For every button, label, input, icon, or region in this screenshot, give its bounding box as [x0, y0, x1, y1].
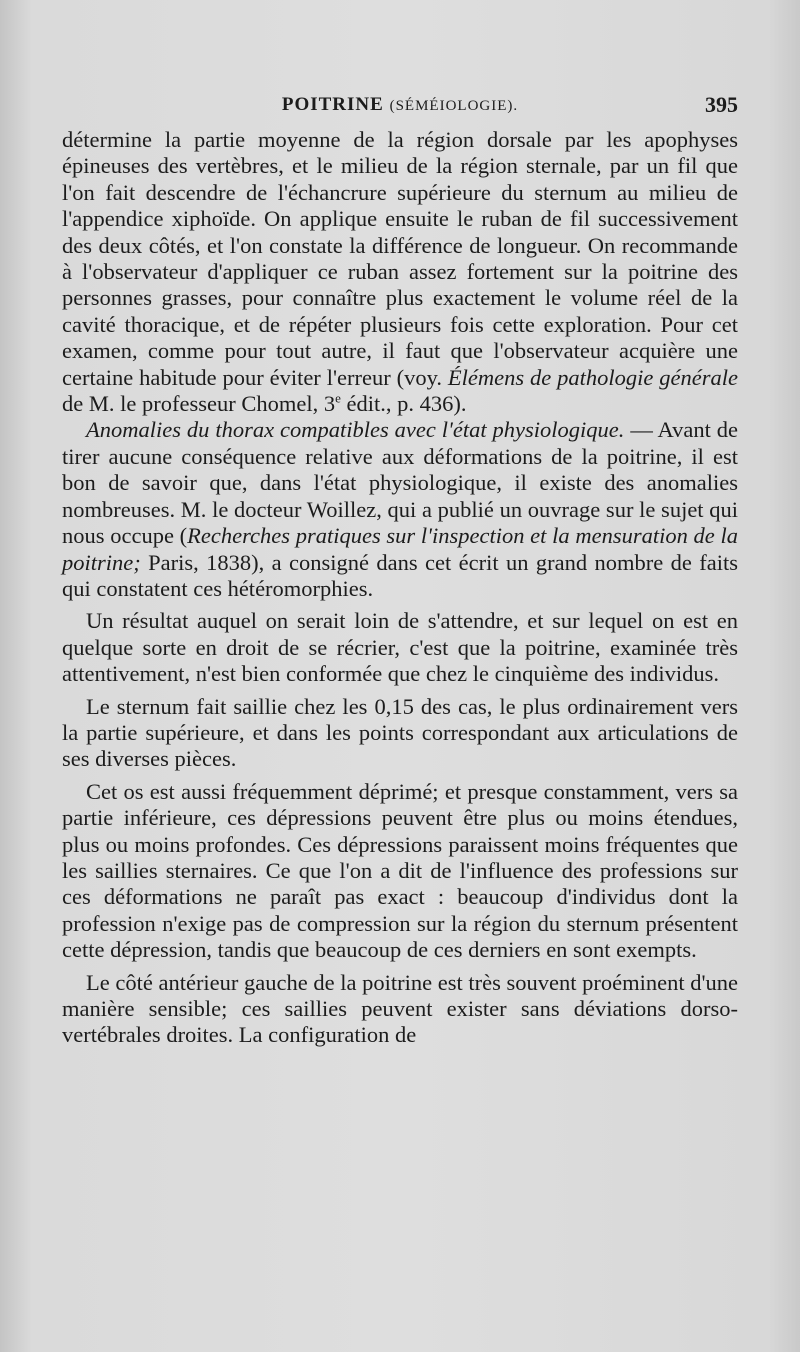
paragraph-6: Le côté antérieur gauche de la poitrine est très souvent proéminent d'une manière sensible; ces saillies peuvent exister sans déviations dorso-vertébrales droites. La configuration de — [62, 969, 738, 1048]
cited-title: Recherches pratiques sur l'inspection et la mensuration de la poitrine; — [62, 523, 738, 575]
paragraph-2: Anomalies du thorax compatibles avec l'état physiologique. — Avant de tirer aucune conséquence relative aux déformations de la poitrine, il est bon de savoir que, dans l'état physiologique, il existe des anomalies nombreuses. M. le docteur Woillez, qui a publié un ouvrage sur le sujet qui nous occupe (Recherches pratiques sur l'inspection et la mensuration de la poitrine; Paris, 1838), a consigné dans cet écrit un grand nombre de faits qui constatent ces hétéromorphies. — [62, 417, 738, 601]
running-head-main: POITRINE — [281, 94, 384, 115]
paragraph-1: détermine la partie moyenne de la région dorsale par les apophyses épineuses des vertèbres, et le milieu de la région sternale, par un fil que l'on fait descendre de l'échancrure supérieure du sternum au milieu de l'appendice xiphoïde. On applique ensuite le ruban de fil successivement des deux côtés, et l'on constate la différence de longueur. On recommande à l'observateur d'appliquer ce ruban assez fortement sur la poitrine des personnes grasses, pour connaître plus exactement le volume réel de la cavité thoracique, et de répéter plusieurs fois cette exploration. Pour cet examen, comme pour tout autre, il faut que l'observateur acquière une certaine habitude pour éviter l'erreur (voy. Élémens de pathologie générale de M. le professeur Chomel, 3e édit., p. 436). — [62, 127, 739, 417]
paragraph-4: Le sternum fait saillie chez les 0,15 des cas, le plus ordinairement vers la partie supérieure, et dans les points correspondant aux articulations de ses diverses pièces. — [62, 693, 738, 772]
paragraph-3: Un résultat auquel on serait loin de s'attendre, et sur lequel on est en quelque sorte en droit de se récrier, c'est que la poitrine, examinée très attentivement, n'est bien conformée que chez le cinquième des individus. — [62, 608, 738, 687]
body-text — [62, 127, 738, 1049]
section-heading: Anomalies du thorax compatibles avec l'état physiologique. — [86, 417, 625, 443]
cited-title: Élémens de pathologie générale — [447, 364, 739, 390]
paragraph-5: Cet os est aussi fréquemment déprimé; et presque constamment, vers sa partie inférieure, ces dépressions peuvent être plus ou moins étendues, plus ou moins profondes. Ces dépressions paraissent moins fréquentes que les saillies sternaires. Ce que l'on a dit de l'influence des professions sur ces déformations ne paraît pas exact : beaucoup d'individus dont la profession n'exige pas de compression sur la région du sternum présentent cette dépression, tandis que beaucoup de ces derniers en sont exempts. — [62, 778, 738, 963]
page-number: 395 — [705, 92, 738, 117]
running-head — [62, 94, 738, 116]
page-header — [62, 94, 738, 124]
running-head-sub: (SÉMÉIOLOGIE). — [389, 98, 519, 114]
